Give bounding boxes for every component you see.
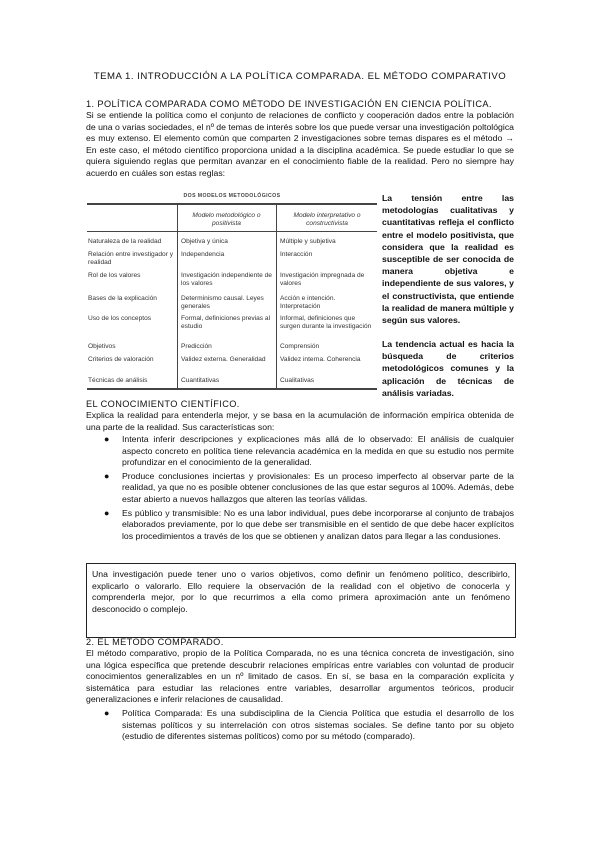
table-row-label: Criterios de valoración: [88, 356, 154, 363]
table-cell-constructivist: Validez interna. Coherencia: [280, 356, 361, 363]
section2-heading: 2. EL MÉTODO COMPARADO.: [86, 637, 224, 647]
bullet-icon: ●: [104, 434, 110, 444]
bullet-icon: ●: [104, 470, 110, 481]
note-box: Una investigación puede tener uno o varios objetivos, como definir un fenómeno político, describirlo, explicarlo o valorarlo. Ello requiere la observación de la realidad con el objetivo de conocerla y comprenderla mejor, por lo que recurrimos a ella como primera aproximación ante un fenómeno desconocido o complejo.: [86, 563, 516, 638]
list-item: [86, 508, 514, 543]
document-title: TEMA 1. INTRODUCCIÓN A LA POLÍTICA COMPARADA. EL MÉTODO COMPARATIVO: [93, 71, 507, 82]
bullet-icon: ●: [104, 708, 110, 718]
table-row-label: Bases de la explicación: [88, 295, 157, 302]
table-cell-positivist: Investigación independiente de los valores: [181, 272, 272, 287]
list-item: [86, 471, 514, 506]
table-cell-constructivist: Investigación impregnada de valores: [280, 272, 365, 287]
table-col-divider-2: [276, 205, 277, 388]
section1-paragraph: Si se entiende la política como el conjunto de relaciones de conflicto y cooperación dados entre la población de una o varias sociedades, el nº de temas de interés sobre los que puede versar una investigación poltológica es muy extenso. El elemento común que comparten 2 investigaciones sobre temas dispares es el método → En este caso, el método científico proporciona unidad a la disciplina académica. Se puede estudiar lo que se quiera siguiendo reglas que permitan avanzar en el conocimiento fiable de la realidad. Pero no siempre hay acuerdo en cuáles son estas reglas:: [86, 110, 514, 178]
table-cell-positivist: Validez externa. Generalidad: [181, 356, 266, 363]
table-cell-positivist: Independencia: [181, 251, 225, 258]
table-cell-constructivist: Acción e intención. Interpretación: [280, 295, 336, 310]
conocimiento-heading: EL CONOCIMIENTO CIENTÍFICO.: [86, 399, 240, 409]
table-cell-constructivist: Cualitativas: [280, 377, 315, 384]
list-item: [86, 434, 514, 469]
table-caption: DOS MODELOS METODOLÓGICOS: [183, 193, 281, 199]
table-cell-constructivist: Informal, definiciones que surgen durante la investigación: [280, 315, 372, 330]
table-col-divider-1: [177, 205, 178, 388]
section2-paragraph: El método comparativo, propio de la Política Comparada, no es una técnica concreta de investigación, sino una lógica específica que pretende descubrir relaciones empíricas entre variables con voluntad de producir conocimientos generalizables en un nº limitado de casos. En sí, se basa en la comparación explícita y sistemática para estudiar las relaciones entre variables, desarrollar argumentos teóricos, producir generalizaciones e inferir relaciones de causalidad.: [86, 648, 514, 705]
conocimiento-bullet-list: [86, 434, 514, 544]
table-cell-positivist: Cuantitativas: [181, 377, 220, 384]
table-header-positivist: Modelo metodológico o positivista: [192, 212, 261, 227]
table-row-label: Uso de los conceptos: [88, 315, 152, 322]
side-note-trend: La tendencia actual es hacia la búsqueda de criterios metodológicos comunes y la aplicación de técnicas de análisis variadas.: [382, 339, 514, 398]
table-cell-positivist: Determinismo causal. Leyes generales: [181, 295, 264, 310]
table-cell-positivist: Formal, definiciones previas al estudio: [181, 315, 271, 330]
side-note-tension: La tensión entre las metodologías cualitativas y cuantitativas refleja el conflicto entre el modelo positivista, que considera que la realidad es susceptible de ser conocida de manera objetiva e independiente de sus valores, y el constructivista, que entiende la realidad de manera múltiple y según sus valores.: [382, 193, 514, 326]
table-header-constructivist: Modelo interpretativo o constructivista: [293, 212, 361, 227]
table-row-label: Rol de los valores: [88, 272, 141, 279]
table-top-rule: [87, 203, 377, 205]
table-row-label: Técnicas de análisis: [88, 377, 148, 384]
list-item-text: Política Comparada: Es una subdisciplina de la Ciencia Política que estudia el desarrollo de los sistemas políticos y su interrelación con otros sistemas sociales. Se define tanto por su objeto (estudio de diferentes sistemas políticos) como por su método (comparado).: [122, 708, 514, 742]
list-item-text: Intenta inferir descripciones y explicaciones más allá de lo observado: El análisis de cualquier aspecto concreto en política tiene relevancia académica en la medida en que su estudio nos permite profundizar en el conocimiento de la generalidad.: [122, 434, 514, 468]
table-cell-constructivist: Múltiple y subjetiva: [280, 238, 336, 245]
table-row-label: Objetivos: [88, 343, 116, 350]
section1-heading: 1. POLÍTICA COMPARADA COMO MÉTODO DE INVESTIGACIÓN EN CIENCIA POLÍTICA.: [86, 99, 492, 109]
list-item-text: Produce conclusiones inciertas y provisionales: Es un proceso imperfecto al observar parte de la realidad, ya que no es posible obtener conclusiones de las que estar seguros al 100%. Además, debe estar abierto a nuevos hallazgos que alteren las teorías válidas.: [122, 470, 514, 504]
table-row-label: Relación entre investigador y realidad: [88, 251, 174, 266]
section2-bullet-list: [86, 708, 514, 745]
table-cell-positivist: Predicción: [181, 343, 212, 350]
list-item: [86, 708, 514, 743]
conocimiento-intro: Explica la realidad para entenderla mejor, y se basa en la acumulación de información empírica obtenida de una parte de la realidad. Sus características son:: [86, 410, 514, 432]
table-header-rule: [87, 231, 377, 232]
table-cell-positivist: Objetiva y única: [181, 238, 228, 245]
list-item-text: Es público y transmisible: No es una labor individual, pues debe incorporarse al conjunto de trabajos elaborados previamente, por lo que debe ser transmisible en el sentido de que debe hacer explícitos los procedimientos a través de los que se obtienen y analizan datos para llegar a las condusiones.: [122, 507, 514, 541]
table-cell-constructivist: Interacción: [280, 251, 313, 258]
table-row-label: Naturaleza de la realidad: [88, 238, 162, 245]
bullet-icon: ●: [104, 507, 110, 518]
table-cell-constructivist: Comprensión: [280, 343, 320, 350]
table-bottom-rule: [87, 388, 377, 390]
